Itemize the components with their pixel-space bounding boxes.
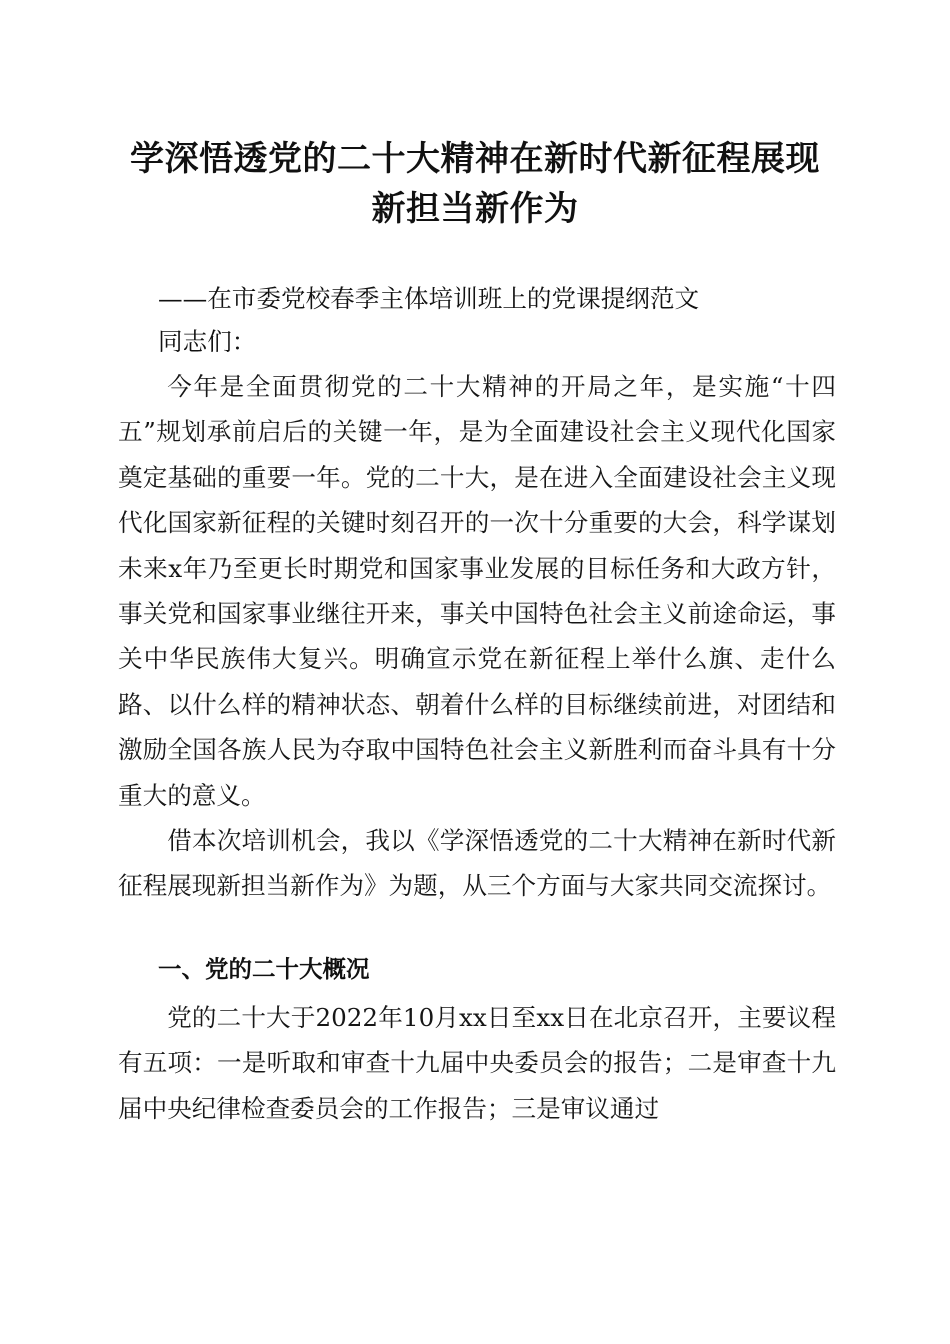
document-title-line-1: 学深悟透党的二十大精神在新时代新征程展现 <box>130 139 820 179</box>
body-paragraph-1: 今年是全面贯彻党的二十大精神的开局之年，是实施“十四五”规划承前启后的关键一年，是为全面建设社会主义现代化国家奠定基础的重要一年。党的二十大，是在进入全面建设社会主义现代化国家新征程的关键时刻召开的一次十分重要的大会，科学谋划未来x年乃至更长时期党和国家事业发展的目标任务和大政方针，事关党和国家事业继往开来，事关中国特色社会主义前途命运，事关中华民族伟大复兴。明确宣示党在新征程上举什么旗、走什么路、以什么样的精神状态、朝着什么样的目标继续前进，对团结和激励全国各族人民为夺取中国特色社会主义新胜利而奋斗具有十分重大的意义。 <box>118 372 836 810</box>
section-heading-1: 一、党的二十大概况 <box>158 955 370 983</box>
section-1-paragraph: 党的二十大于2022年10月xx日至xx日在北京召开，主要议程有五项：一是听取和审查十九届中央委员会的报告；二是审查十九届中央纪律检查委员会的工作报告；三是审议通过 <box>118 1003 836 1123</box>
body-paragraph-2: 借本次培训机会，我以《学深悟透党的二十大精神在新时代新征程展现新担当新作为》为题，从三个方面与大家共同交流探讨。 <box>118 826 836 901</box>
document-title-line-2: 新担当新作为 <box>371 189 579 229</box>
salutation: 同志们： <box>158 327 257 356</box>
document-subtitle: ——在市委党校春季主体培训班上的党课提纲范文 <box>158 284 700 313</box>
